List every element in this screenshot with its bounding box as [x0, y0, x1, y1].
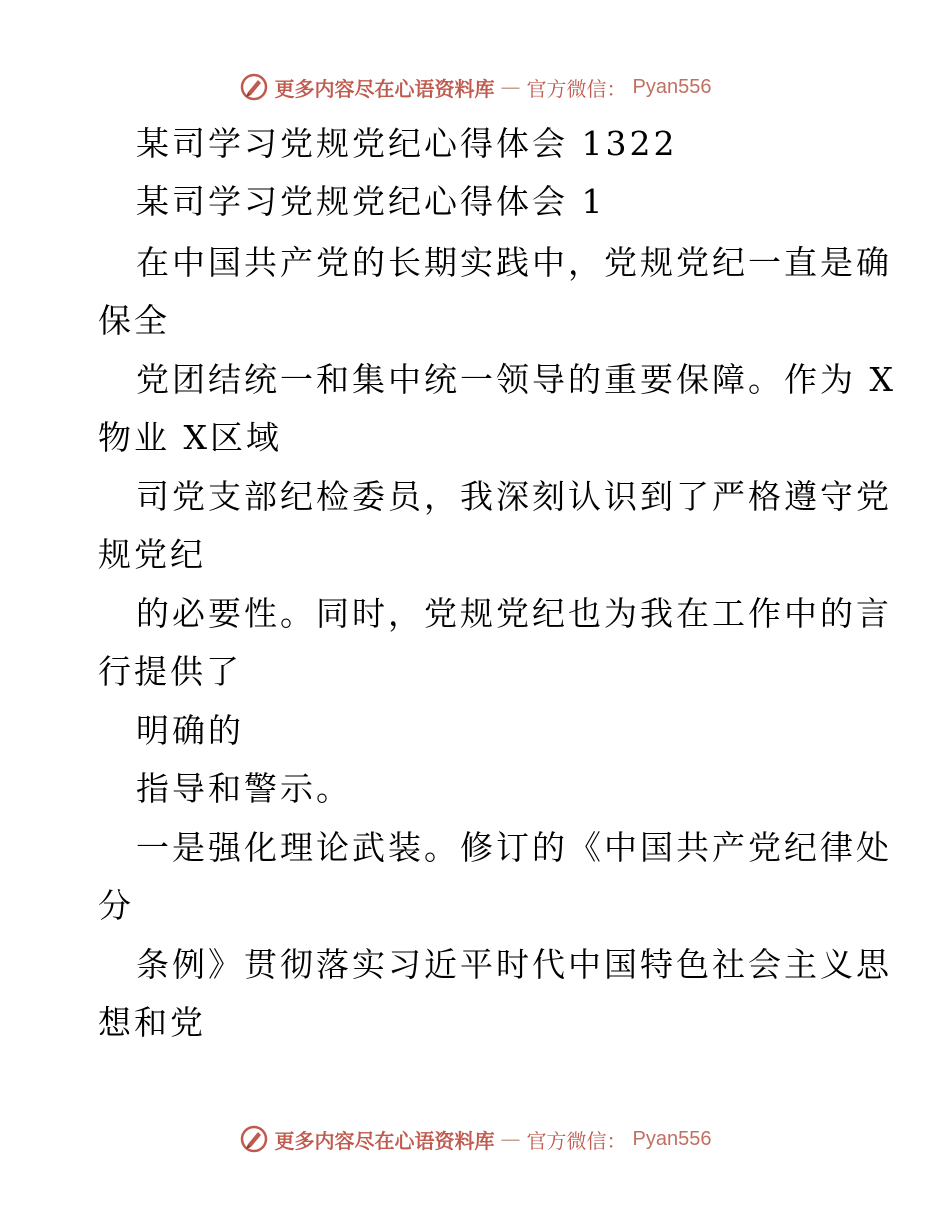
paragraph-line: 规党纪 [98, 535, 206, 574]
paragraph-line: 一是强化理论武装。修订的《中国共产党纪律处 [136, 828, 892, 867]
paragraph-line: 条例》贯彻落实习近平时代中国特色社会主义思 [136, 945, 892, 984]
paragraph-line: 指导和警示。 [136, 769, 352, 808]
doc-title-line: 某司学习党规党纪心得体会 1322 [136, 124, 678, 163]
banner-separator: — [500, 75, 521, 99]
paragraph-line: 分 [98, 886, 134, 925]
footer-banner [0, 1124, 950, 1154]
banner-separator: — [500, 1127, 521, 1151]
banner-wechat-label: 官方微信： [526, 1128, 627, 1153]
paragraph-line: 保全 [98, 301, 170, 340]
banner-title: 更多内容尽在心语资料库 [274, 76, 495, 101]
pen-logo-icon [239, 1124, 269, 1154]
pen-logo-icon [239, 72, 269, 102]
paragraph-line: 想和党 [98, 1003, 206, 1042]
doc-subtitle-line: 某司学习党规党纪心得体会 1 [136, 182, 606, 221]
paragraph-line: 的必要性。同时，党规党纪也为我在工作中的言 [136, 594, 892, 633]
banner-wechat-label: 官方微信： [526, 76, 627, 101]
banner-wechat-id: Pyan556 [632, 75, 712, 98]
paragraph-line: 司党支部纪检委员，我深刻认识到了严格遵守党 [136, 477, 892, 516]
banner-title: 更多内容尽在心语资料库 [274, 1128, 495, 1153]
header-banner [0, 72, 950, 102]
paragraph-line: 物业 X区域 [98, 418, 282, 457]
paragraph-line: 行提供了 [98, 652, 242, 691]
paragraph-line: 在中国共产党的长期实践中，党规党纪一直是确 [136, 243, 892, 282]
banner-wechat-id: Pyan556 [632, 1127, 712, 1150]
paragraph-line: 党团结统一和集中统一领导的重要保障。作为 X [136, 360, 896, 399]
paragraph-line: 明确的 [136, 711, 244, 750]
